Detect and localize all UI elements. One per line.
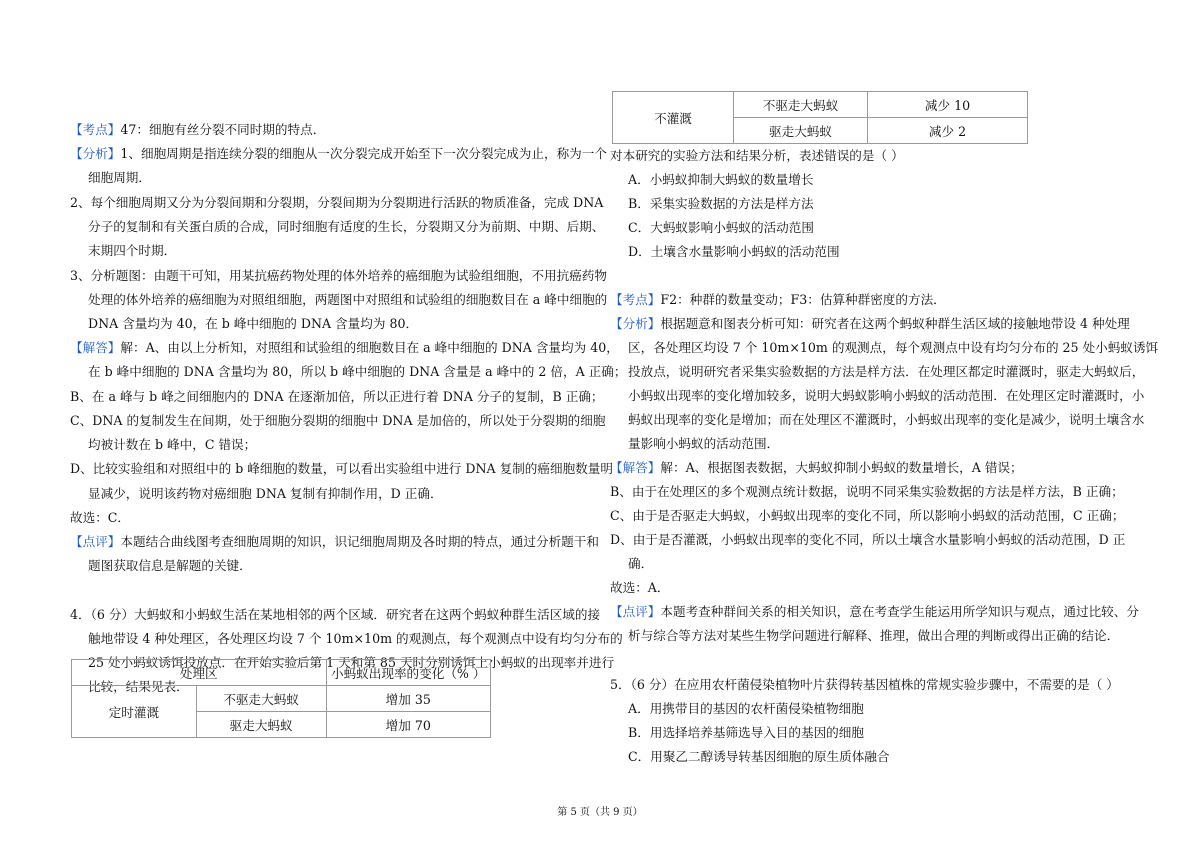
selection: 故选：A． xyxy=(610,580,670,595)
kaodian-line xyxy=(610,291,1130,309)
cell-treatment: 不驱走大蚂蚁 xyxy=(734,92,868,118)
jieda-line-2: 在 b 峰中细胞的 DNA 含量均为 80，所以 b 峰中细胞的 DNA 含量是 a 峰中的 2 倍，A 正确； xyxy=(88,364,627,379)
jieda-tag: 【解答】 xyxy=(610,460,661,475)
results-table-continued xyxy=(612,91,1028,144)
q5-option-c: C．用聚乙二醇诱导转基因细胞的原生质体融合 xyxy=(628,749,890,764)
cell-value: 增加 35 xyxy=(326,686,491,712)
answer-b: B、在 a 峰与 b 峰之间细胞内的 DNA 在逐渐加倍，所以正进行着 DNA 分子的复制，B 正确； xyxy=(70,389,604,404)
fenxi-line-6: 量影响小蚂蚁的活动范围． xyxy=(628,436,780,451)
page-footer: 第 5 页（共 9 页） xyxy=(557,807,643,818)
group-no-irrigation: 不灌溉 xyxy=(613,92,734,144)
fenxi-tag: 【分析】 xyxy=(610,316,661,331)
fenxi-line-5: 蚂蚁出现率的变化是增加；而在处理区不灌溉时，小蚂蚁出现率的变化是减少，说明土壤含水 xyxy=(628,412,1145,427)
fenxi-line-4: 小蚂蚁出现率的变化增加较多，说明大蚂蚁影响小蚂蚁的活动范围．在处理区定时灌溉时，小 xyxy=(628,388,1145,403)
answer-d-line-1: D、由于是否灌溉，小蚂蚁出现率的变化不同，所以土壤含水量影响小蚂蚁的活动范围，D 正 xyxy=(610,532,1126,547)
option-c: C．大蚂蚁影响小蚂蚁的活动范围 xyxy=(628,220,814,235)
dianping-line-1 xyxy=(70,533,599,551)
jieda-tag: 【解答】 xyxy=(70,340,121,355)
header-change: 小蚂蚁出现率的变化（% ） xyxy=(326,660,491,686)
dianping-line-1 xyxy=(610,603,1139,621)
answer-d-line-2: 确． xyxy=(628,556,654,571)
option-a: A．小蚂蚁抑制大蚂蚁的数量增长 xyxy=(628,172,814,187)
results-table-top xyxy=(71,659,491,738)
fenxi-text: 1、细胞周期是指连续分裂的细胞从一次分裂完成开始至下一次分裂完成为止，称为一个 xyxy=(120,146,607,161)
cell-value: 减少 2 xyxy=(868,118,1028,144)
dianping-text: 本题结合曲线图考查细胞周期的知识，识记细胞周期及各时期的特点，通过分析题干和 xyxy=(120,534,599,549)
answer-c-line-2: 均被计数在 b 峰中，C 错误； xyxy=(88,437,257,452)
kaodian-text: 47：细胞有丝分裂不同时期的特点． xyxy=(120,122,326,137)
table-row xyxy=(72,660,491,686)
option-d: D．土壤含水量影响小蚂蚁的活动范围 xyxy=(628,244,840,259)
kaodian-tag: 【考点】 xyxy=(610,292,661,307)
dianping-line-2: 析与综合等方法对某些生物学问题进行解释、推理，做出合理的判断或得出正确的结论． xyxy=(628,628,1120,643)
question-4-line-1: 4．（6 分）大蚂蚁和小蚂蚁生活在某地相邻的两个区域．研究者在这两个蚂蚁种群生活区域的接 xyxy=(70,607,601,622)
jieda-text: 解：A、根据图表数据，大蚂蚁抑制小蚂蚁的数量增长，A 错误； xyxy=(660,460,1023,475)
dianping-tag: 【点评】 xyxy=(610,604,661,619)
cell-treatment: 驱走大蚂蚁 xyxy=(734,118,868,144)
jieda-line-1 xyxy=(610,459,1130,477)
answer-d-line-2: 显减少，说明该药物对癌细胞 DNA 复制有抑制作用，D 正确． xyxy=(88,486,443,501)
fenxi-tag: 【分析】 xyxy=(70,146,121,161)
analysis-2-line-2: 分子的复制和有关蛋白质的合成，同时细胞有适度的生长，分裂期又分为前期、中期、后期、 xyxy=(88,219,605,234)
fenxi-line-1 xyxy=(70,145,607,163)
analysis-2-line-1: 2、每个细胞周期又分为分裂间期和分裂期，分裂间期为分裂期进行活跃的物质准备，完成 DNA xyxy=(70,195,604,210)
kaodian-line xyxy=(70,121,595,139)
cell-value: 增加 70 xyxy=(326,712,491,738)
fenxi-line-3: 投放点，说明研究者采集实验数据的方法是样方法．在处理区都定时灌溉时，驱走大蚂蚁后， xyxy=(628,364,1145,379)
fenxi-line-2: 细胞周期． xyxy=(88,170,151,185)
analysis-3-line-2: 处理的体外培养的癌细胞为对照组细胞，两题图中对照组和试验组的细胞数目在 a 峰中细胞的 xyxy=(88,292,608,307)
header-treatment: 处理区 xyxy=(72,660,327,686)
question-stem: 对本研究的实验方法和结果分析，表述错误的是（ ） xyxy=(610,148,904,163)
analysis-2-line-3: 末期四个时期． xyxy=(88,243,177,258)
kaodian-tag: 【考点】 xyxy=(70,122,121,137)
option-b: B．采集实验数据的方法是样方法 xyxy=(628,196,814,211)
q5-option-b: B．用选择培养基筛选导入目的基因的细胞 xyxy=(628,725,864,740)
group-timed-irrigation: 定时灌溉 xyxy=(72,686,197,738)
q5-option-a: A．用携带目的基因的农杆菌侵染植物细胞 xyxy=(628,701,864,716)
dianping-tag: 【点评】 xyxy=(70,534,121,549)
cell-value: 减少 10 xyxy=(868,92,1028,118)
answer-c-line-1: C、DNA 的复制发生在间期，处于细胞分裂期的细胞中 DNA 是加倍的，所以处于分裂期的细胞 xyxy=(70,413,606,428)
fenxi-line-2: 区，各处理区均设 7 个 10m×10m 的观测点，每个观测点中设有均匀分布的 25 处小蚂蚁诱饵 xyxy=(628,340,1159,355)
table-row xyxy=(72,686,491,712)
answer-b: B、由于在处理区的多个观测点统计数据，说明不同采集实验数据的方法是样方法，B 正确； xyxy=(610,484,1124,499)
fenxi-line-1 xyxy=(610,315,1130,333)
kaodian-text: F2：种群的数量变动；F3：估算种群密度的方法． xyxy=(660,292,946,307)
question-4-line-3: 25 处小蚂蚁诱饵投放点．在开始实验后第 1 天和第 85 天时分别诱饵上小蚂蚁的出现率并进行 xyxy=(88,655,615,670)
question-4-line-2: 触地带设 4 种处理区，各处理区均设 7 个 10m×10m 的观测点，每个观测点中设有均匀分布的 xyxy=(88,631,623,646)
analysis-3-line-3: DNA 含量均为 40，在 b 峰中细胞的 DNA 含量均为 80． xyxy=(88,316,419,331)
dianping-text: 本题考查种群间关系的相关知识，意在考查学生能运用所学知识与观点，通过比较、分 xyxy=(660,604,1139,619)
fenxi-text: 根据题意和图表分析可知：研究者在这两个蚂蚁种群生活区域的接触地带设 4 种处理 xyxy=(660,316,1130,331)
selection: 故选：C． xyxy=(70,510,131,525)
cell-treatment: 不驱走大蚂蚁 xyxy=(196,686,326,712)
cell-treatment: 驱走大蚂蚁 xyxy=(196,712,326,738)
question-4-line-4: 比较，结果见表． xyxy=(88,679,189,694)
question-5-stem: 5．（6 分）在应用农杆菌侵染植物叶片获得转基因植株的常规实验步骤中，不需要的是（ ） xyxy=(610,677,1119,692)
analysis-3-line-1: 3、分析题图：由题干可知，用某抗癌药物处理的体外培养的癌细胞为试验组细胞，不用抗癌药物 xyxy=(70,268,607,283)
table-row xyxy=(613,92,1028,118)
jieda-text: 解：A、由以上分析知，对照组和试验组的细胞数目在 a 峰中细胞的 DNA 含量均为 40， xyxy=(120,340,619,355)
jieda-line-1 xyxy=(70,339,619,357)
answer-c: C、由于是否驱走大蚂蚁，小蚂蚁出现率的变化不同，所以影响小蚂蚁的活动范围，C 正确； xyxy=(610,508,1125,523)
answer-d-line-1: D、比较实验组和对照组中的 b 峰细胞的数量，可以看出实验组中进行 DNA 复制的癌细胞数量明 xyxy=(70,461,613,476)
dianping-line-2: 题图获取信息是解题的关键． xyxy=(88,558,252,573)
